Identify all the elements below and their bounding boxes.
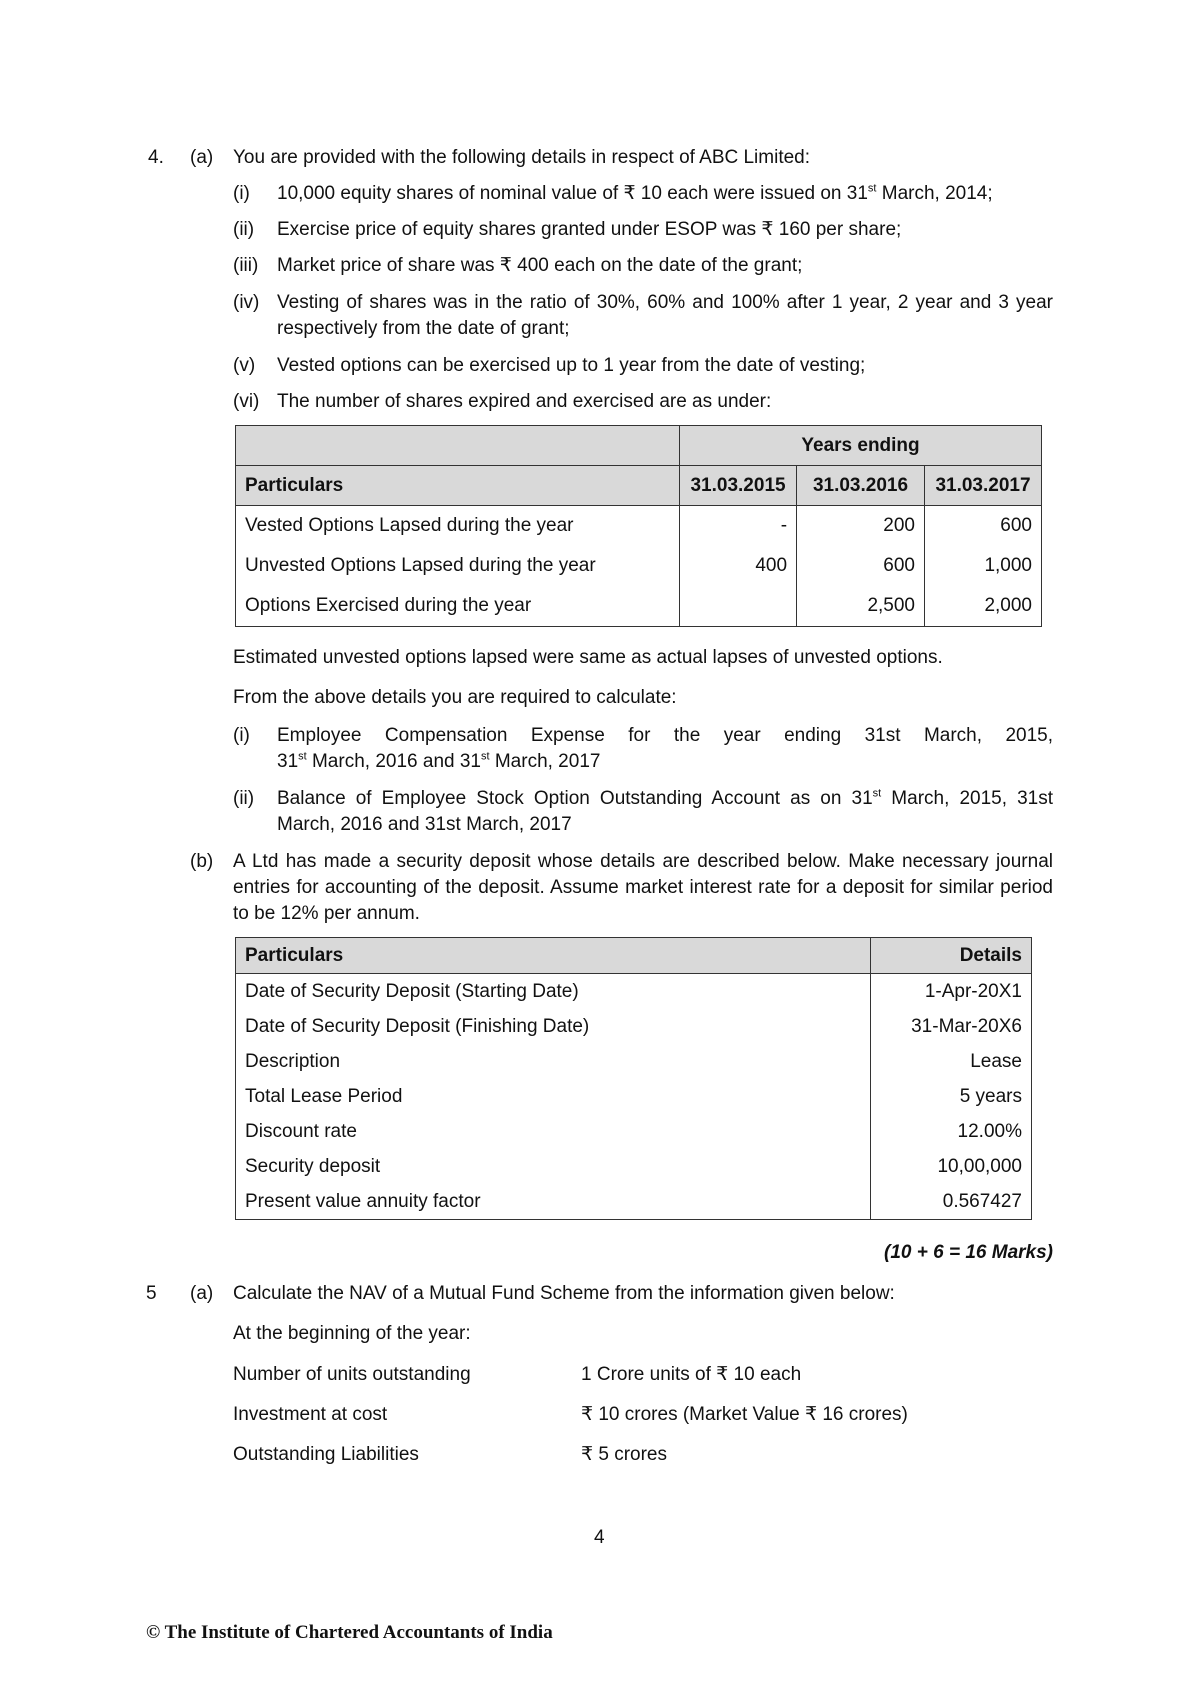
question-4b-text-line: entries for accounting of the deposit. Assume market interest rate for a deposit for similar period (233, 877, 1053, 898)
row-value: - (680, 506, 797, 547)
item-num: (ii) (233, 219, 255, 240)
question-4-number: 4. (148, 147, 164, 168)
table-row (236, 1009, 1032, 1044)
required-text-line: 31st March, 2016 and 31st March, 2017 (277, 750, 601, 772)
security-deposit-table (235, 937, 1032, 1220)
table-header-blank (236, 426, 680, 466)
table-row (236, 1184, 1032, 1220)
question-4a-label: (a) (190, 147, 214, 168)
item-num: (i) (233, 183, 250, 204)
item-text: Exercise price of equity shares granted under ESOP was ₹ 160 per share; (277, 219, 902, 240)
row-label: Security deposit (236, 1149, 871, 1184)
item-text-line: respectively from the date of grant; (277, 318, 570, 339)
row-value: 600 (924, 506, 1041, 547)
info-label: Outstanding Liabilities (233, 1444, 419, 1465)
row-value: 31-Mar-20X6 (871, 1009, 1032, 1044)
table-header-particulars: Particulars (236, 466, 680, 506)
question-4a-intro: You are provided with the following details in respect of ABC Limited: (233, 147, 811, 168)
row-value: Lease (871, 1044, 1032, 1079)
table-header-particulars: Particulars (236, 938, 871, 974)
info-value: ₹ 5 crores (581, 1444, 668, 1465)
beginning-of-year: At the beginning of the year: (233, 1323, 471, 1344)
row-value: 2,000 (924, 586, 1041, 627)
question-4b-text-line: to be 12% per annum. (233, 903, 420, 924)
required-text-line: Balance of Employee Stock Option Outstanding Account as on 31st March, 2015, 31st (277, 787, 1053, 809)
item-num: (iii) (233, 255, 259, 276)
table-row (236, 546, 1042, 586)
row-label: Vested Options Lapsed during the year (236, 506, 680, 547)
item-num: (iv) (233, 292, 260, 313)
row-label: Options Exercised during the year (236, 586, 680, 627)
info-value: 1 Crore units of ₹ 10 each (581, 1364, 802, 1385)
table-row (236, 1149, 1032, 1184)
row-value: 600 (797, 546, 925, 586)
row-value: 5 years (871, 1079, 1032, 1114)
required-num: (i) (233, 725, 250, 746)
table-header-year: 31.03.2015 (680, 466, 797, 506)
info-value: ₹ 10 crores (Market Value ₹ 16 crores) (581, 1404, 908, 1425)
required-intro: From the above details you are required to calculate: (233, 687, 677, 708)
question-4b-label: (b) (190, 851, 214, 872)
question-4b-text-line: A Ltd has made a security deposit whose details are described below. Make necessary journal (233, 851, 1053, 872)
row-label: Present value annuity factor (236, 1184, 871, 1220)
question-5a-text: Calculate the NAV of a Mutual Fund Scheme from the information given below: (233, 1283, 895, 1304)
item-text: Market price of share was ₹ 400 each on the date of the grant; (277, 255, 803, 276)
row-value: 2,500 (797, 586, 925, 627)
item-text: 10,000 equity shares of nominal value of ₹ 10 each were issued on 31st March, 2014; (277, 182, 993, 204)
item-text: The number of shares expired and exercised are as under: (277, 391, 772, 412)
note-text: Estimated unvested options lapsed were same as actual lapses of unvested options. (233, 647, 943, 668)
row-value: 400 (680, 546, 797, 586)
required-text-line: March, 2016 and 31st March, 2017 (277, 814, 572, 835)
table-row (236, 1079, 1032, 1114)
row-label: Date of Security Deposit (Starting Date) (236, 974, 871, 1010)
table-row (236, 586, 1042, 627)
row-label: Date of Security Deposit (Finishing Date) (236, 1009, 871, 1044)
item-text-line: Vesting of shares was in the ratio of 30%, 60% and 100% after 1 year, 2 year and 3 year (277, 292, 1053, 313)
table-row (236, 506, 1042, 547)
row-value: 1-Apr-20X1 (871, 974, 1032, 1010)
table-row (236, 1044, 1032, 1079)
required-num: (ii) (233, 788, 255, 809)
item-num: (vi) (233, 391, 260, 412)
options-table (235, 425, 1042, 627)
row-value: 12.00% (871, 1114, 1032, 1149)
table-header-year: 31.03.2017 (924, 466, 1041, 506)
row-label: Unvested Options Lapsed during the year (236, 546, 680, 586)
question-5-number: 5 (146, 1283, 157, 1304)
item-text: Vested options can be exercised up to 1 year from the date of vesting; (277, 355, 866, 376)
row-label: Discount rate (236, 1114, 871, 1149)
table-header-details: Details (871, 938, 1032, 974)
required-text-line: Employee Compensation Expense for the year ending 31st March, 2015, (277, 725, 1053, 746)
row-value (680, 586, 797, 627)
row-value: 10,00,000 (871, 1149, 1032, 1184)
row-label: Description (236, 1044, 871, 1079)
footer-copyright: © The Institute of Chartered Accountants of India (146, 1622, 553, 1643)
marks-allocation: (10 + 6 = 16 Marks) (884, 1242, 1053, 1263)
table-row (236, 1114, 1032, 1149)
row-value: 0.567427 (871, 1184, 1032, 1220)
table-row (236, 974, 1032, 1010)
info-label: Investment at cost (233, 1404, 388, 1425)
page-number: 4 (594, 1527, 605, 1548)
table-header-year: 31.03.2016 (797, 466, 925, 506)
row-value: 200 (797, 506, 925, 547)
item-num: (v) (233, 355, 256, 376)
table-header-years-ending: Years ending (680, 426, 1042, 466)
info-label: Number of units outstanding (233, 1364, 471, 1385)
row-label: Total Lease Period (236, 1079, 871, 1114)
row-value: 1,000 (924, 546, 1041, 586)
question-5a-label: (a) (190, 1283, 214, 1304)
